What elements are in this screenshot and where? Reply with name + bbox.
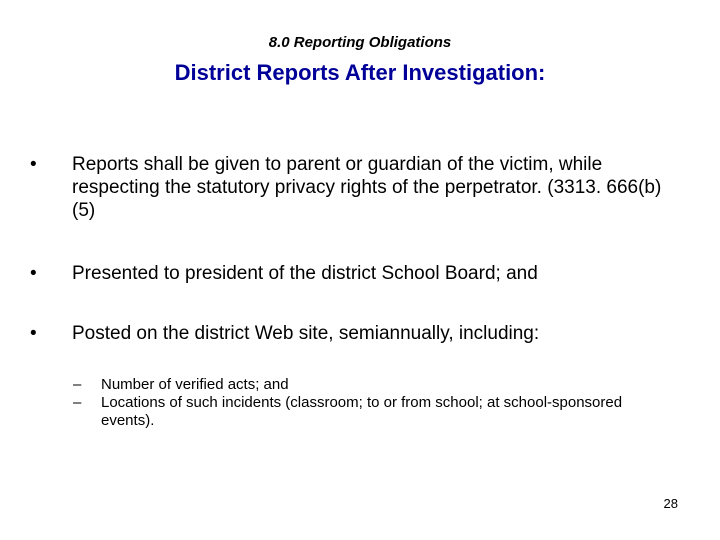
sub-list [73,376,673,430]
sub-item-text: Number of verified acts; and [101,376,289,393]
bullet-text: Presented to president of the district School Board; and [72,263,538,284]
sub-item-text: Locations of such incidents (classroom; to or from school; at school-sponsored events). [101,394,623,429]
bullet-mark: • [30,323,37,344]
slide-title: District Reports After Investigation: [174,60,546,85]
bullet-mark: • [30,263,37,284]
bullet-item-reports-to-parent [28,153,678,222]
bullet-item-school-board [28,262,678,285]
bullet-mark: • [30,154,37,175]
bullet-text: Posted on the district Web site, semiannually, including: [72,323,540,344]
dash-mark: – [73,394,82,411]
bullet-text: Reports shall be given to parent or guardian of the victim, while respecting the statutory privacy rights of the perpetrator. (3313. 666(b)(5) [72,154,662,221]
section-label: 8.0 Reporting Obligations [268,34,452,51]
dash-mark: – [73,376,82,393]
bullet-item-web-site [28,322,678,345]
sub-item-incident-locations [73,394,673,430]
page-number: 28 [663,496,678,511]
sub-item-verified-acts [73,376,673,394]
